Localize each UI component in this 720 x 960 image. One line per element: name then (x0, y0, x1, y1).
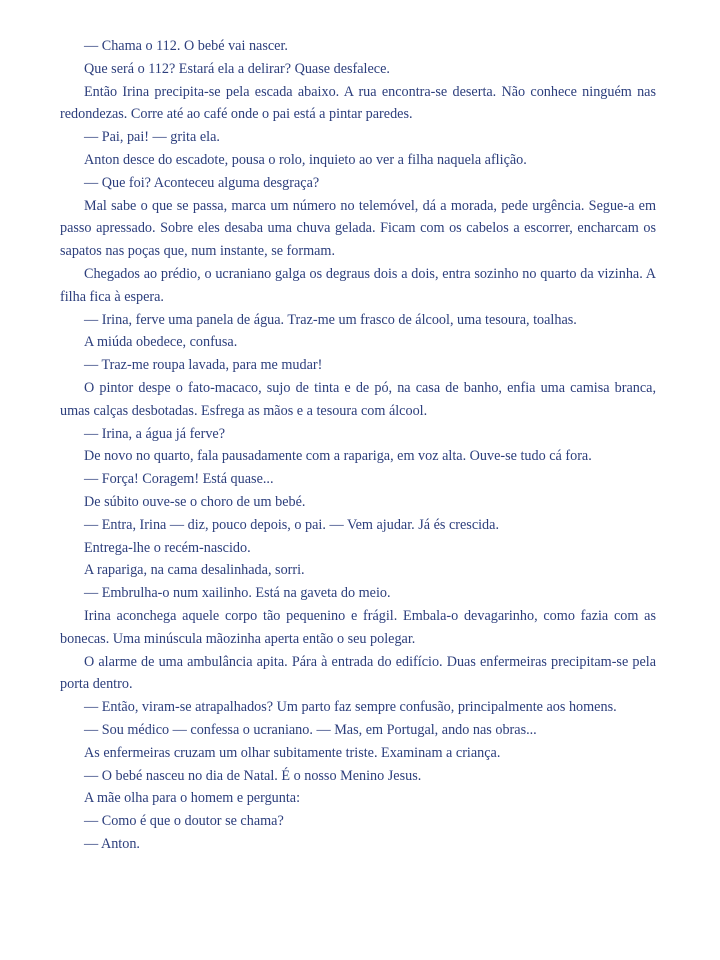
paragraph: — Traz-me roupa lavada, para me mudar! (84, 357, 323, 374)
paragraph: Mal sabe o que se passa, marca um número no telemóvel, dá a morada, pede urgência. Segue-a em passo apressado. Sobre eles desaba uma chuva gelada. Ficam com os cabelos a escorrer, encharcam os sapatos nas poças que, num instante, se formam. (60, 197, 656, 260)
paragraph: Irina aconchega aquele corpo tão pequenino e frágil. Embala-o devagarinho, como fazia com as bonecas. Uma minúscula mãozinha aperta então o seu polegar. (60, 607, 656, 647)
paragraph: O pintor despe o fato-macaco, sujo de tinta e de pó, na casa de banho, enfia uma camisa branca, umas calças desbotadas. Esfrega as mãos e a tesoura com álcool. (60, 379, 656, 419)
paragraph: — O bebé nasceu no dia de Natal. É o nosso Menino Jesus. (84, 767, 422, 784)
paragraph: — Irina, ferve uma panela de água. Traz-me um frasco de álcool, uma tesoura, toalhas. (84, 311, 577, 328)
paragraph: De novo no quarto, fala pausadamente com a rapariga, em voz alta. Ouve-se tudo cá fora. (84, 448, 592, 465)
paragraph: — Como é que o doutor se chama? (84, 813, 284, 830)
paragraph: — Entra, Irina — diz, pouco depois, o pai. — Vem ajudar. Já és crescida. (84, 516, 499, 533)
paragraph: — Então, viram-se atrapalhados? Um parto faz sempre confusão, principalmente aos homens. (84, 699, 617, 716)
paragraph: — Pai, pai! — grita ela. (84, 129, 220, 146)
paragraph: A miúda obedece, confusa. (84, 334, 238, 351)
paragraph: Entrega-lhe o recém-nascido. (84, 539, 251, 556)
paragraph: As enfermeiras cruzam um olhar subitamente triste. Examinam a criança. (84, 744, 501, 761)
paragraph: Então Irina precipita-se pela escada abaixo. A rua encontra-se deserta. Não conhece ninguém nas redondezas. Corre até ao café onde o pai está a pintar paredes. (60, 83, 656, 123)
paragraph: De súbito ouve-se o choro de um bebé. (84, 493, 306, 510)
paragraph: — Anton. (84, 835, 140, 852)
paragraph: — Força! Coragem! Está quase... (84, 471, 274, 488)
paragraph: Chegados ao prédio, o ucraniano galga os degraus dois a dois, entra sozinho no quarto da vizinha. A filha fica à espera. (60, 265, 656, 305)
paragraph: — Chama o 112. O bebé vai nascer. (84, 38, 288, 54)
paragraph: Que será o 112? Estará ela a delirar? Quase desfalece. (84, 60, 390, 77)
paragraph: — Sou médico — confessa o ucraniano. — Mas, em Portugal, ando nas obras... (84, 721, 537, 738)
paragraph: A mãe olha para o homem e pergunta: (84, 790, 301, 807)
story-text (60, 35, 656, 856)
paragraph: A rapariga, na cama desalinhada, sorri. (84, 562, 305, 579)
paragraph: — Embrulha-o num xailinho. Está na gaveta do meio. (84, 585, 391, 602)
paragraph: O alarme de uma ambulância apita. Pára à entrada do edifício. Duas enfermeiras precipitam-se pela porta dentro. (60, 653, 656, 693)
paragraph: — Que foi? Aconteceu alguma desgraça? (84, 174, 320, 191)
paragraph: Anton desce do escadote, pousa o rolo, inquieto ao ver a filha naquela aflição. (84, 151, 527, 168)
paragraph: — Irina, a água já ferve? (84, 425, 226, 442)
